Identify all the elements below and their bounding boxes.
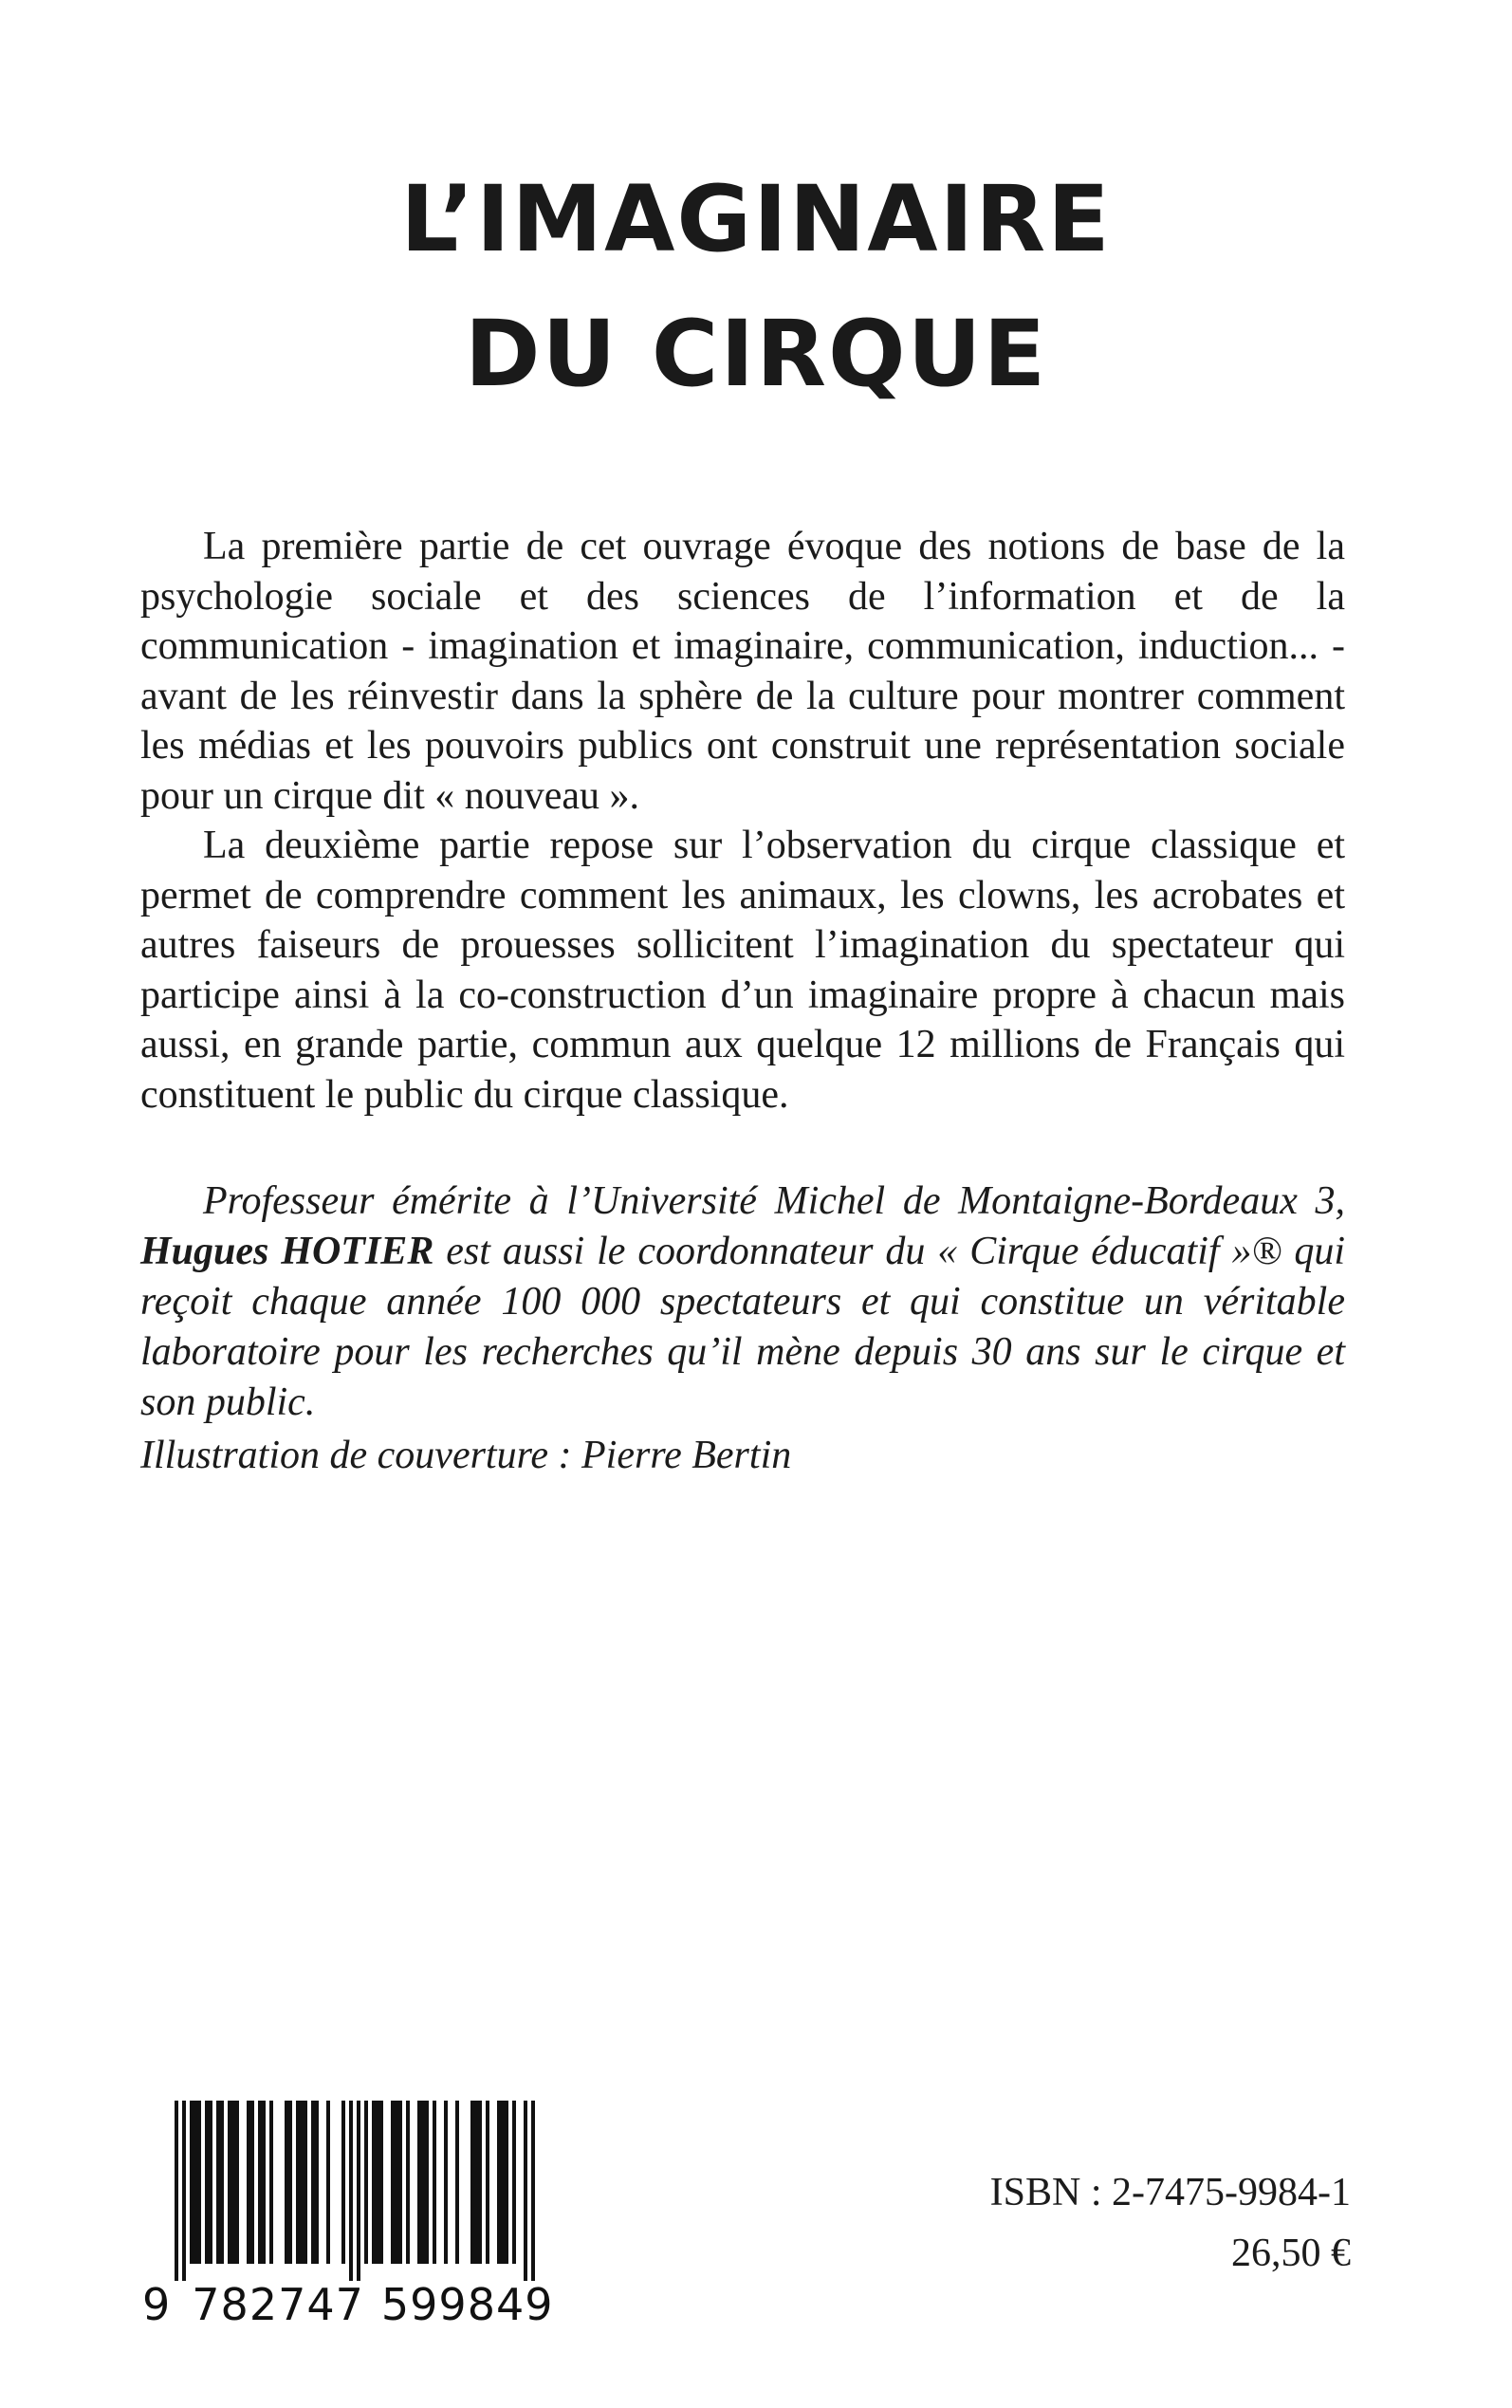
barcode-bar — [398, 2101, 402, 2264]
barcode-bar — [531, 2101, 535, 2281]
barcode-bar — [455, 2101, 459, 2264]
barcode-bar — [376, 2101, 379, 2264]
barcode-lead-digit: 9 — [142, 2279, 172, 2330]
barcode-bar — [379, 2101, 383, 2264]
barcode-bar — [512, 2101, 516, 2264]
barcode-bar — [288, 2101, 292, 2264]
barcode-bar — [474, 2101, 478, 2264]
barcode-bar — [501, 2101, 505, 2264]
barcode-bar — [425, 2101, 429, 2264]
author-bio-intro: Professeur émérite à l’Université Michel de Montaigne-Bordeaux 3, — [203, 1179, 1345, 1223]
barcode-bar — [194, 2101, 197, 2264]
barcode-bar — [209, 2101, 212, 2264]
barcode-group-2: 599849 — [380, 2279, 554, 2330]
barcode-bar — [296, 2101, 300, 2264]
isbn-number: ISBN : 2-7475-9984-1 — [989, 2171, 1351, 2214]
author-bio-rest: est aussi le coordonnateur du « Cirque éducatif »® qui reçoit chaque année 100 000 spectateurs et qui constitue un véritable laboratoire pour les recherches qu’il mène depuis 30 ans sur le cirque et son public. — [140, 1230, 1346, 1424]
barcode-bar — [205, 2101, 209, 2264]
barcode-bar — [220, 2101, 224, 2264]
barcode-bar — [175, 2101, 178, 2281]
price: 26,50 € — [1231, 2232, 1351, 2275]
barcode-bar — [262, 2101, 266, 2264]
barcode-digits — [142, 2279, 554, 2330]
author-bio — [140, 1176, 1345, 1428]
barcode-bar — [433, 2101, 436, 2264]
summary-block — [140, 522, 1345, 1120]
barcode-bar — [372, 2101, 376, 2264]
barcode-bar — [478, 2101, 482, 2264]
barcode-bar — [190, 2101, 194, 2264]
barcode-bar — [250, 2101, 254, 2264]
barcode-bar — [364, 2101, 368, 2264]
barcode-bar — [444, 2101, 448, 2264]
barcode-bar — [269, 2101, 273, 2264]
barcode-bar — [216, 2101, 220, 2264]
barcode-bar — [524, 2101, 527, 2281]
barcode-bar — [357, 2101, 360, 2281]
barcode-bar — [505, 2101, 508, 2264]
barcode — [142, 2101, 560, 2338]
barcode-bar — [349, 2101, 353, 2281]
barcode-bar — [182, 2101, 186, 2281]
barcode-bar — [391, 2101, 395, 2264]
barcode-bar — [421, 2101, 425, 2264]
barcode-bar — [311, 2101, 315, 2264]
barcode-bar — [326, 2101, 330, 2264]
barcode-bar — [470, 2101, 474, 2264]
barcode-bar — [315, 2101, 319, 2264]
barcode-bar — [300, 2101, 304, 2264]
barcode-group-1: 782747 — [192, 2279, 364, 2330]
summary-paragraph-1: La première partie de cet ouvrage évoque des notions de base de la psychologie sociale et des sciences de l’information et de la communication - imagination et imaginaire, communication, induction... - avant de les réinvestir dans la sphère de la culture pour montrer comment les médias et les pouvoirs publics ont construit une représentation sociale pour un cirque dit « nouveau ». — [140, 525, 1345, 818]
barcode-bar — [247, 2101, 250, 2264]
author-name: Hugues HOTIER — [140, 1230, 434, 1273]
barcode-bar — [228, 2101, 231, 2264]
barcode-bar — [341, 2101, 345, 2264]
barcode-bar — [258, 2101, 262, 2264]
barcode-bars — [142, 2101, 560, 2281]
barcode-bar — [486, 2101, 489, 2264]
title-line-2: DU CIRQUE — [464, 301, 1048, 407]
barcode-bar — [235, 2101, 239, 2264]
illustration-credit: Illustration de couverture : Pierre Bertin — [140, 1434, 792, 1477]
barcode-bar — [497, 2101, 501, 2264]
barcode-bar — [231, 2101, 235, 2264]
barcode-bar — [395, 2101, 398, 2264]
barcode-bar — [406, 2101, 410, 2264]
title-line-1: L’IMAGINAIRE — [400, 166, 1112, 272]
barcode-bar — [304, 2101, 307, 2264]
barcode-bar — [285, 2101, 288, 2264]
summary-paragraph-2: La deuxième partie repose sur l’observation du cirque classique et permet de comprendre comment les animaux, les clowns, les acrobates et autres faiseurs de prouesses sollicitent l’imagination du spectateur qui participe ainsi à la co-construction d’un imaginaire propre à chacun mais aussi, en grande partie, commun aux quelque 12 millions de Français qui constituent le public du cirque classique. — [140, 824, 1345, 1117]
barcode-bar — [417, 2101, 421, 2264]
barcode-bar — [197, 2101, 201, 2264]
